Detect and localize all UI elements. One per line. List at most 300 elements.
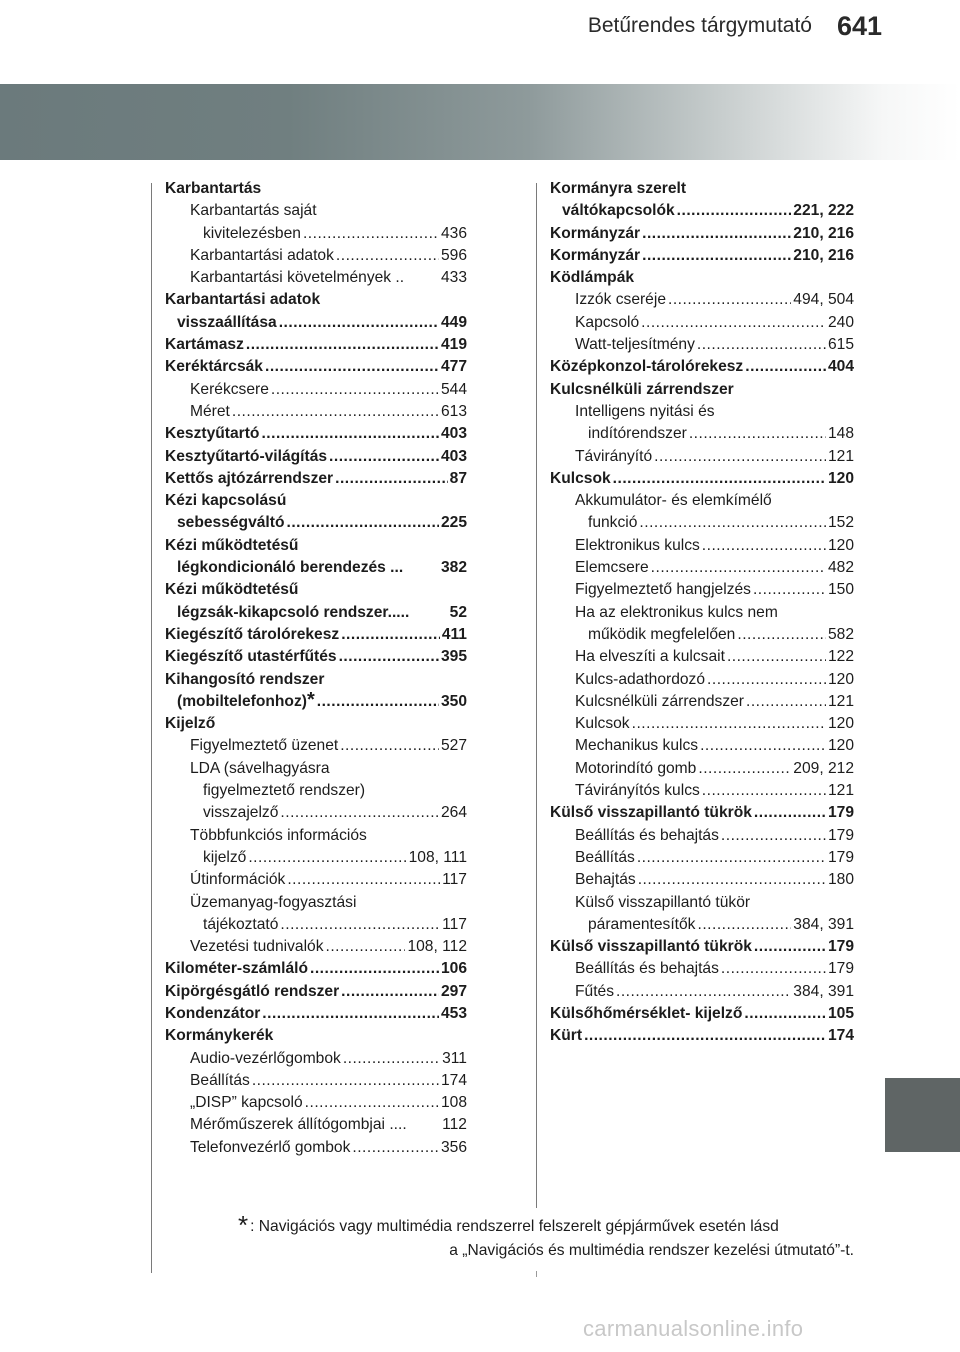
entry-page: 117 bbox=[442, 871, 467, 889]
index-entry bbox=[550, 958, 854, 980]
entry-page: 382 bbox=[440, 559, 467, 577]
entry-page: 210, 216 bbox=[793, 246, 854, 264]
entry-term: Kettős ajtózárrendszer bbox=[165, 469, 334, 487]
entry-term: légzsák-kikapcsoló rendszer..... bbox=[177, 603, 410, 621]
entry-term: páramentesítők bbox=[588, 915, 696, 933]
index-entry bbox=[165, 356, 467, 378]
entry-page: 152 bbox=[827, 514, 854, 532]
index-entry bbox=[165, 780, 467, 802]
dot-leader bbox=[305, 1092, 439, 1114]
footnote-text-1: : Navigációs vagy multimédia rendszerrel felszerelt gépjárművek esetén lásd bbox=[250, 1218, 779, 1235]
dot-leader bbox=[700, 735, 826, 757]
section-thumb-tab bbox=[885, 1078, 960, 1152]
index-entry: (mobiltelefonhoz) * ..... 350 bbox=[165, 691, 467, 713]
entry-term: figyelmeztető rendszer) bbox=[203, 782, 366, 800]
entry-term: Kapcsoló bbox=[575, 313, 640, 331]
index-entry bbox=[550, 512, 854, 534]
entry-term: Karbantartási követelmények .. bbox=[190, 269, 405, 287]
index-entry bbox=[165, 825, 467, 847]
index-entry bbox=[550, 401, 854, 423]
dot-leader bbox=[746, 691, 826, 713]
dot-leader bbox=[584, 1025, 826, 1047]
footnote-marker: * bbox=[238, 1210, 249, 1240]
entry-term: Kormánykerék bbox=[165, 1027, 274, 1045]
entry-page: 615 bbox=[827, 336, 854, 354]
index-entry bbox=[165, 312, 467, 334]
entry-page: 395 bbox=[440, 648, 467, 666]
entry-page: 120 bbox=[827, 670, 854, 688]
entry-term: Kormányzár bbox=[550, 224, 641, 242]
entry-term: LDA (sávelhagyásra bbox=[190, 759, 330, 777]
entry-page: 180 bbox=[827, 871, 854, 889]
index-entry bbox=[550, 802, 854, 824]
dot-leader bbox=[639, 512, 826, 534]
entry-term: Kézi működtetésű bbox=[165, 536, 299, 554]
dot-leader bbox=[336, 245, 439, 267]
entry-term: kijelző bbox=[203, 848, 247, 866]
index-entry bbox=[550, 847, 854, 869]
dot-leader bbox=[261, 423, 439, 445]
index-column-left bbox=[165, 178, 467, 1159]
entry-page: 105 bbox=[827, 1004, 854, 1022]
entry-term: Üzemanyag-fogyasztási bbox=[190, 893, 357, 911]
entry-term: Karbantartás saját bbox=[190, 202, 317, 220]
entry-page: 87 bbox=[449, 469, 467, 487]
entry-term: Ha elveszíti a kulcsait bbox=[575, 648, 725, 666]
dot-leader bbox=[677, 200, 792, 222]
index-entry bbox=[165, 379, 467, 401]
entry-term: Kézi működtetésű bbox=[165, 581, 299, 599]
index-entry bbox=[550, 557, 854, 579]
index-entry bbox=[550, 1025, 854, 1047]
dot-leader bbox=[329, 446, 439, 468]
entry-term: Akkumulátor- és elemkímélő bbox=[575, 492, 772, 510]
index-entry bbox=[165, 669, 467, 691]
index-entry bbox=[165, 512, 467, 534]
entry-term: Kesztyűtartó-világítás bbox=[165, 447, 328, 465]
index-entry bbox=[165, 423, 467, 445]
entry-term: Távirányítós kulcs bbox=[575, 782, 700, 800]
entry-page: 311 bbox=[442, 1049, 467, 1067]
dot-leader bbox=[246, 334, 439, 356]
watermark: carmanualsonline.info bbox=[583, 1316, 804, 1341]
entry-page: 121 bbox=[827, 692, 854, 710]
dot-leader bbox=[310, 958, 439, 980]
index-entry bbox=[165, 178, 467, 200]
dot-leader bbox=[248, 847, 406, 869]
entry-term: Méret bbox=[190, 402, 230, 420]
entry-page: 221, 222 bbox=[793, 202, 854, 220]
entry-page: 613 bbox=[440, 402, 467, 420]
dot-leader bbox=[335, 468, 448, 490]
index-entry bbox=[165, 981, 467, 1003]
entry-page: 174 bbox=[827, 1027, 854, 1045]
entry-term: Karbantartás bbox=[165, 180, 262, 197]
index-entry bbox=[165, 557, 467, 579]
entry-term: Mechanikus kulcs bbox=[575, 737, 699, 755]
dot-leader bbox=[252, 1070, 439, 1092]
index-entry bbox=[550, 646, 854, 668]
entry-term: Kerékcsere bbox=[190, 380, 269, 398]
footnote bbox=[238, 1210, 854, 1263]
index-entry bbox=[550, 223, 854, 245]
column-end-mark bbox=[536, 1271, 537, 1277]
entry-term: Ha az elektronikus kulcs nem bbox=[575, 603, 778, 621]
entry-term: Kormányzár bbox=[550, 246, 641, 264]
index-entry bbox=[165, 869, 467, 891]
index-entry bbox=[550, 312, 854, 334]
index-entry bbox=[550, 892, 854, 914]
entry-page: 225 bbox=[440, 514, 467, 532]
dot-leader bbox=[721, 825, 826, 847]
index-entry bbox=[165, 1003, 467, 1025]
entry-page: 436 bbox=[440, 224, 467, 242]
entry-term: Behajtás bbox=[575, 871, 636, 889]
page-number: 641 bbox=[836, 11, 882, 41]
entry-term: Kürt bbox=[550, 1027, 583, 1045]
index-entry bbox=[550, 267, 854, 289]
dot-leader bbox=[616, 981, 791, 1003]
entry-page: 148 bbox=[827, 425, 854, 443]
dot-leader bbox=[341, 981, 439, 1003]
entry-page: 179 bbox=[827, 804, 854, 822]
entry-page: 108 bbox=[440, 1094, 467, 1112]
entry-page: 411 bbox=[441, 625, 467, 643]
dot-leader bbox=[641, 312, 826, 334]
index-entry bbox=[550, 356, 854, 378]
entry-page: 209, 212 bbox=[793, 759, 854, 777]
index-entry bbox=[550, 379, 854, 401]
entry-term: működik megfelelően bbox=[588, 625, 736, 643]
dot-leader bbox=[697, 334, 826, 356]
entry-page: 112 bbox=[442, 1116, 467, 1134]
entry-term: Watt-teljesítmény bbox=[575, 336, 695, 354]
entry-term: „DISP” kapcsoló bbox=[190, 1094, 303, 1112]
index-entry bbox=[550, 178, 854, 200]
entry-term: Figyelmeztető hangjelzés bbox=[575, 581, 751, 599]
dot-leader bbox=[262, 1003, 439, 1025]
dot-leader bbox=[265, 356, 439, 378]
entry-term: Kipörgésgátló rendszer bbox=[165, 982, 340, 1000]
entry-term: Intelligens nyitási és bbox=[575, 402, 715, 420]
page-header bbox=[0, 0, 960, 78]
dot-leader bbox=[341, 624, 440, 646]
dot-leader bbox=[280, 914, 440, 936]
entry-page: 527 bbox=[440, 737, 467, 755]
entry-page: 174 bbox=[440, 1071, 467, 1089]
index-entry bbox=[550, 669, 854, 691]
entry-term: Keréktárcsák bbox=[165, 358, 263, 376]
index-entry bbox=[165, 1137, 467, 1159]
entry-page: 120 bbox=[827, 469, 854, 487]
entry-page: 108, 111 bbox=[408, 848, 467, 866]
index-entry bbox=[165, 602, 467, 624]
dot-leader bbox=[286, 512, 438, 534]
index-entry bbox=[550, 914, 854, 936]
entry-term: Kormányra szerelt bbox=[550, 180, 687, 197]
header-gradient-band bbox=[0, 84, 960, 160]
entry-page: 210, 216 bbox=[793, 224, 854, 242]
entry-term: Kilométer-számláló bbox=[165, 960, 308, 978]
entry-term: kivitelezésben bbox=[203, 224, 301, 242]
index-entry bbox=[165, 267, 467, 289]
index-entry bbox=[550, 981, 854, 1003]
index-entry bbox=[165, 735, 467, 757]
entry-term: Mérőműszerek állítógombjai .... bbox=[190, 1116, 407, 1134]
entry-page: 264 bbox=[440, 804, 467, 822]
entry-page: 482 bbox=[827, 559, 854, 577]
entry-term: Középkonzol-tárolórekesz bbox=[550, 358, 744, 376]
index-entry bbox=[550, 602, 854, 624]
entry-page: 494, 504 bbox=[793, 291, 854, 309]
index-entry bbox=[550, 735, 854, 757]
entry-page: 449 bbox=[440, 313, 467, 331]
entry-page: 433 bbox=[440, 269, 467, 287]
dot-leader bbox=[638, 869, 826, 891]
entry-term: Izzók cseréje bbox=[575, 291, 666, 309]
entry-term: Kulcs-adathordozó bbox=[575, 670, 706, 688]
entry-page: 106 bbox=[440, 960, 467, 978]
index-entry bbox=[550, 468, 854, 490]
entry-page: 384, 391 bbox=[793, 982, 854, 1000]
entry-term: Kulcsok bbox=[550, 469, 611, 487]
entry-term: Motorindító gomb bbox=[575, 759, 697, 777]
entry-term: sebességváltó bbox=[177, 514, 285, 532]
dot-leader bbox=[651, 557, 826, 579]
entry-page: 403 bbox=[440, 425, 467, 443]
index-entry bbox=[550, 713, 854, 735]
index-column-right bbox=[550, 178, 854, 1048]
entry-page: 384, 391 bbox=[793, 915, 854, 933]
entry-page: 179 bbox=[827, 848, 854, 866]
entry-term: Kézi kapcsolású bbox=[165, 492, 287, 510]
entry-term: Elektronikus kulcs bbox=[575, 536, 700, 554]
dot-leader bbox=[697, 914, 791, 936]
index-entry bbox=[165, 223, 467, 245]
index-entry bbox=[165, 713, 467, 735]
entry-term: Külső visszapillantó tükrök bbox=[550, 938, 752, 956]
entry-page: 403 bbox=[440, 447, 467, 465]
entry-term: Kulcsnélküli zárrendszer bbox=[550, 380, 734, 398]
dot-leader bbox=[287, 869, 440, 891]
dot-leader bbox=[232, 401, 439, 423]
index-entry bbox=[165, 624, 467, 646]
index-entry bbox=[165, 401, 467, 423]
entry-term: Kijelző bbox=[165, 715, 216, 733]
index-entry bbox=[550, 869, 854, 891]
dot-leader bbox=[744, 1003, 826, 1025]
entry-term: Ködlámpák bbox=[550, 269, 635, 287]
dot-leader bbox=[303, 223, 439, 245]
index-entry bbox=[165, 847, 467, 869]
dot-leader bbox=[632, 713, 826, 735]
entry-page: 350 bbox=[440, 692, 467, 710]
entry-page: 120 bbox=[827, 737, 854, 755]
entry-page: 453 bbox=[440, 1004, 467, 1022]
entry-term: Kiegészítő tárolórekesz bbox=[165, 625, 340, 643]
entry-term: Elemcsere bbox=[575, 559, 649, 577]
index-entry bbox=[550, 579, 854, 601]
entry-term: Beállítás és behajtás bbox=[575, 960, 719, 978]
entry-term: Beállítás bbox=[190, 1071, 250, 1089]
index-entry bbox=[165, 646, 467, 668]
dot-leader bbox=[668, 289, 791, 311]
index-entry bbox=[165, 468, 467, 490]
entry-term: Karbantartási adatok bbox=[190, 246, 334, 264]
entry-term: Többfunkciós információs bbox=[190, 826, 367, 844]
dot-leader bbox=[737, 624, 826, 646]
index-entry bbox=[165, 579, 467, 601]
entry-term: Kondenzátor bbox=[165, 1004, 261, 1022]
middle-column-rule bbox=[536, 183, 537, 1208]
entry-term: Útinformációk bbox=[190, 871, 286, 889]
entry-page: 544 bbox=[440, 380, 467, 398]
index-entry bbox=[165, 958, 467, 980]
entry-term: Kulcsnélküli zárrendszer bbox=[575, 692, 745, 710]
dot-leader bbox=[727, 646, 826, 668]
index-entry bbox=[550, 200, 854, 222]
index-entry bbox=[550, 446, 854, 468]
index-entry bbox=[550, 780, 854, 802]
entry-term: (mobiltelefonhoz) bbox=[177, 692, 307, 710]
entry-page: 108, 112 bbox=[407, 938, 467, 956]
entry-term: Kiegészítő utastérfűtés bbox=[165, 648, 337, 666]
index-entry bbox=[165, 1092, 467, 1114]
dot-leader bbox=[754, 936, 826, 958]
index-entry bbox=[550, 624, 854, 646]
entry-term: Telefonvezérlő gombok bbox=[190, 1138, 351, 1156]
entry-page: 120 bbox=[827, 715, 854, 733]
dot-leader bbox=[707, 669, 826, 691]
index-entry bbox=[550, 936, 854, 958]
dot-leader bbox=[280, 802, 439, 824]
index-entry bbox=[550, 245, 854, 267]
entry-page: 404 bbox=[827, 358, 854, 376]
index-entry bbox=[165, 446, 467, 468]
index-entry bbox=[550, 758, 854, 780]
index-entry bbox=[165, 1070, 467, 1092]
index-entry bbox=[165, 802, 467, 824]
dot-leader bbox=[271, 379, 439, 401]
entry-term: Figyelmeztető üzenet bbox=[190, 737, 339, 755]
index-entry bbox=[165, 200, 467, 222]
entry-term: Beállítás és behajtás bbox=[575, 826, 719, 844]
left-column-rule bbox=[151, 183, 152, 1273]
entry-page: 582 bbox=[827, 625, 854, 643]
dot-leader bbox=[721, 958, 826, 980]
index-entry bbox=[165, 245, 467, 267]
dot-leader bbox=[702, 780, 826, 802]
entry-page: 477 bbox=[440, 358, 467, 376]
entry-page: 121 bbox=[827, 447, 854, 465]
index-entry bbox=[550, 289, 854, 311]
entry-term: Karbantartási adatok bbox=[165, 291, 321, 309]
dot-leader bbox=[343, 1048, 440, 1070]
dot-leader bbox=[654, 446, 826, 468]
entry-term: Audio-vezérlőgombok bbox=[190, 1049, 341, 1067]
dot-leader bbox=[698, 758, 791, 780]
entry-term: Külső visszapillantó tükör bbox=[575, 893, 751, 911]
index-entry bbox=[165, 892, 467, 914]
dot-leader bbox=[317, 691, 439, 713]
dot-leader bbox=[689, 423, 826, 445]
index-entry bbox=[550, 535, 854, 557]
dot-leader bbox=[642, 223, 791, 245]
entry-page: 356 bbox=[440, 1138, 467, 1156]
entry-term: Fűtés bbox=[575, 982, 614, 1000]
dot-leader bbox=[279, 312, 439, 334]
entry-page: 596 bbox=[440, 246, 467, 264]
index-entry bbox=[165, 535, 467, 557]
entry-page: 52 bbox=[449, 603, 467, 621]
entry-page: 179 bbox=[827, 960, 854, 978]
entry-page: 179 bbox=[827, 938, 854, 956]
entry-term: funkció bbox=[588, 514, 638, 532]
entry-term: tájékoztató bbox=[203, 915, 279, 933]
dot-leader bbox=[642, 245, 791, 267]
entry-term: Beállítás bbox=[575, 848, 635, 866]
index-entry bbox=[165, 1025, 467, 1047]
entry-page: 117 bbox=[442, 915, 467, 933]
index-entry bbox=[550, 1003, 854, 1025]
entry-term: Kartámasz bbox=[165, 336, 244, 354]
dot-leader bbox=[613, 468, 826, 490]
entry-page: 240 bbox=[827, 313, 854, 331]
index-entry bbox=[165, 914, 467, 936]
entry-page: 121 bbox=[827, 782, 854, 800]
index-entry bbox=[550, 691, 854, 713]
index-entry bbox=[550, 490, 854, 512]
index-entry bbox=[165, 1114, 467, 1136]
index-entry bbox=[550, 825, 854, 847]
index-entry bbox=[550, 423, 854, 445]
section-title: Betűrendes tárgymutató bbox=[587, 14, 812, 37]
entry-term: indítórendszer bbox=[588, 425, 687, 443]
entry-page: 122 bbox=[827, 648, 854, 666]
index-entry bbox=[165, 490, 467, 512]
index-entry bbox=[165, 758, 467, 780]
dot-leader bbox=[637, 847, 826, 869]
entry-term: Kihangosító rendszer bbox=[165, 670, 325, 688]
entry-term: Külsőhőmérséklet- kijelző bbox=[550, 1004, 743, 1022]
entry-term: visszajelző bbox=[203, 804, 279, 822]
index-entry bbox=[165, 289, 467, 311]
dot-leader bbox=[745, 356, 826, 378]
dot-leader bbox=[753, 579, 826, 601]
entry-term: légkondicionáló berendezés ... bbox=[177, 559, 404, 577]
entry-term: Távirányító bbox=[575, 447, 653, 465]
dot-leader bbox=[352, 1137, 439, 1159]
dot-leader bbox=[702, 535, 826, 557]
entry-page: 179 bbox=[827, 826, 854, 844]
entry-term: visszaállítása bbox=[177, 313, 277, 331]
entry-page: 150 bbox=[827, 581, 854, 599]
entry-term: váltókapcsolók bbox=[562, 202, 675, 220]
index-entry bbox=[165, 936, 467, 958]
entry-term: Kulcsok bbox=[575, 715, 630, 733]
entry-term: Vezetési tudnivalók bbox=[190, 938, 324, 956]
dot-leader bbox=[339, 646, 439, 668]
entry-page: 419 bbox=[440, 336, 467, 354]
entry-page: 297 bbox=[440, 982, 467, 1000]
footnote-line-2: a „Navigációs és multimédia rendszer kezelési útmutató”-t. bbox=[449, 1242, 854, 1259]
entry-term: Külső visszapillantó tükrök bbox=[550, 804, 752, 822]
index-entry bbox=[165, 334, 467, 356]
entry-term: Kesztyűtartó bbox=[165, 425, 260, 443]
dot-leader bbox=[340, 735, 439, 757]
dot-leader bbox=[326, 936, 406, 958]
index-entry bbox=[550, 334, 854, 356]
